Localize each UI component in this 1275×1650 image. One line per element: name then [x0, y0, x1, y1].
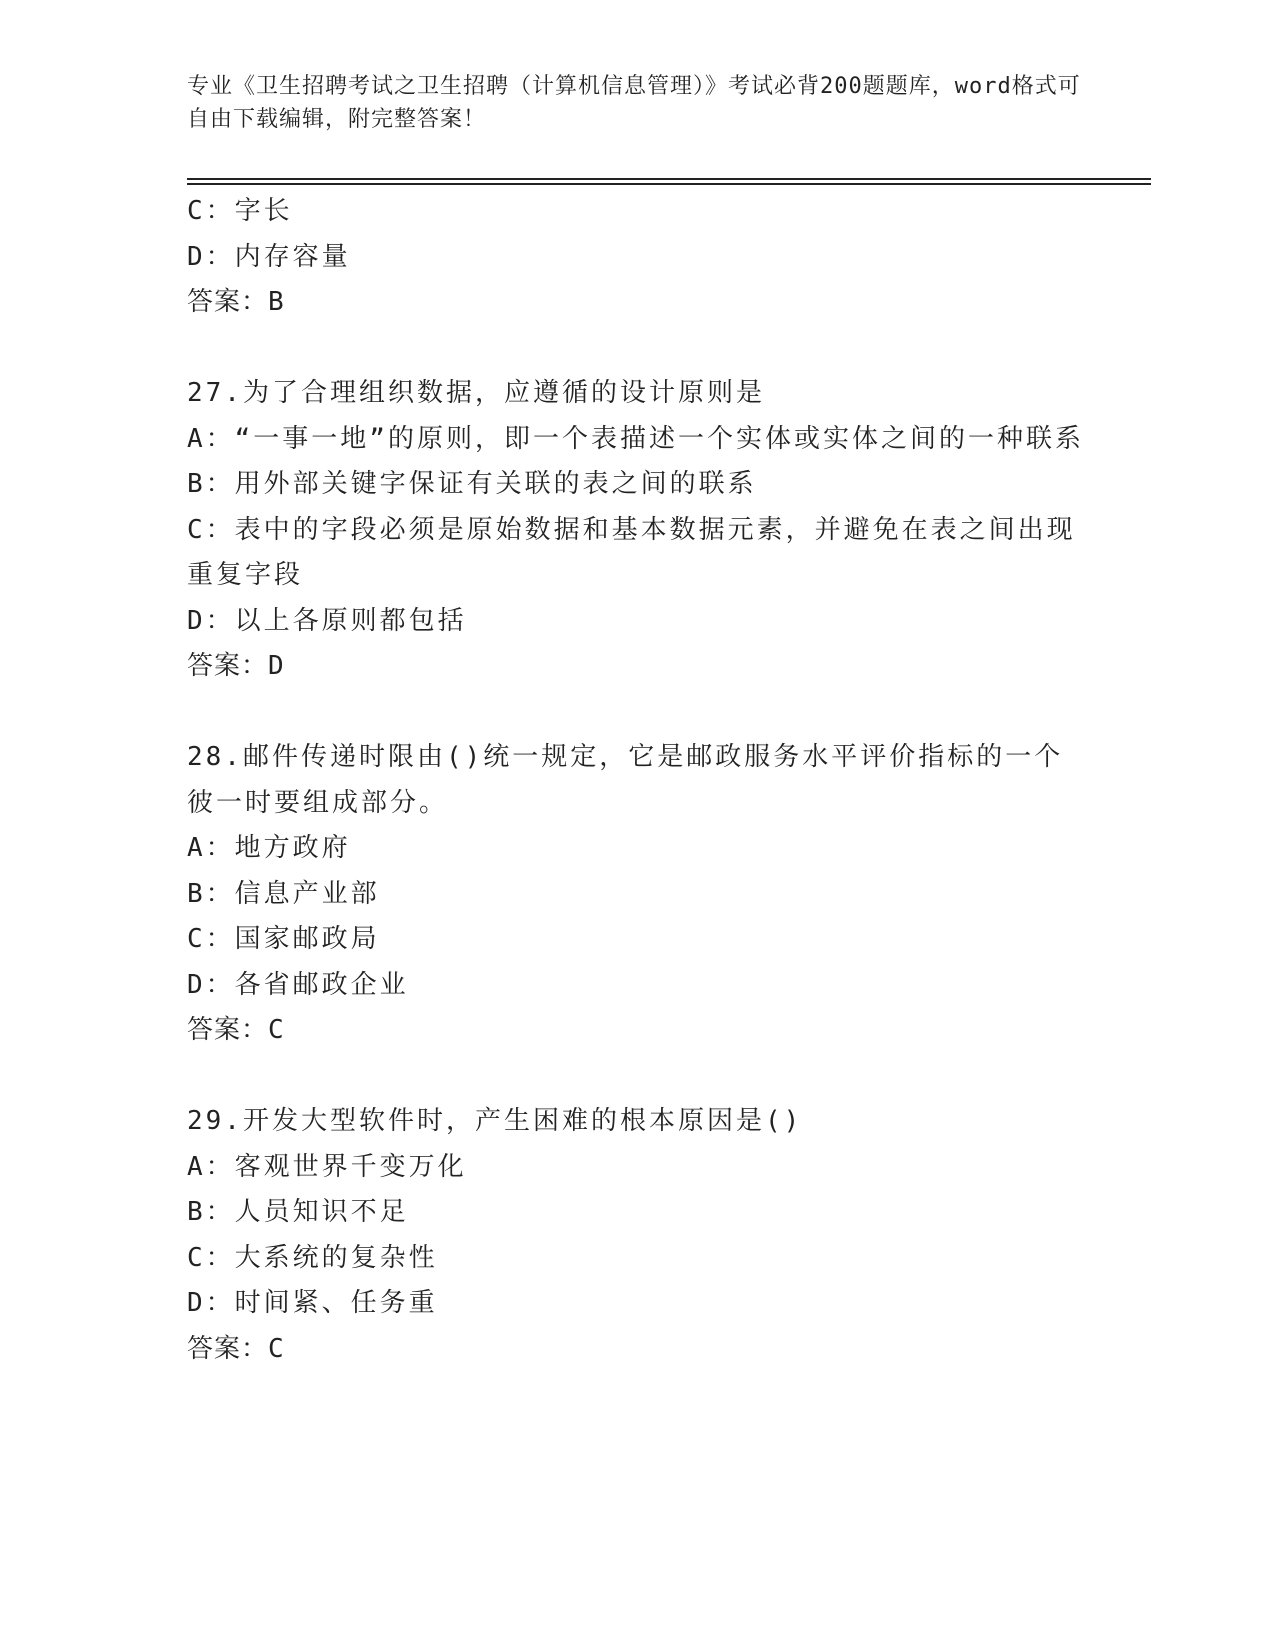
question-stem: 29.开发大型软件时，产生困难的根本原因是()	[187, 1106, 803, 1136]
answer: 答案：C	[187, 1333, 285, 1364]
spacer	[187, 690, 1087, 736]
answer: 答案：B	[187, 287, 285, 317]
option-a: A：“一事一地”的原则，即一个表描述一个实体或实体之间的一种联系	[187, 423, 1084, 454]
option-d: D：以上各原则都包括	[187, 605, 467, 636]
option-a: A：客观世界千变万化	[187, 1151, 467, 1182]
option-a: A：地方政府	[187, 833, 351, 863]
answer: 答案：D	[187, 651, 285, 681]
option-c: C：字长	[187, 196, 293, 226]
question-list	[187, 189, 1087, 1372]
header-rule-top	[187, 178, 1151, 180]
option-c: C：国家邮政局	[187, 924, 380, 954]
question-stem: 28.邮件传递时限由()统一规定，它是邮政服务水平评价指标的一个彼一时要组成部分。	[187, 742, 1064, 818]
option-d: D：内存容量	[187, 241, 351, 272]
answer: 答案：C	[187, 1015, 285, 1045]
option-d: D：时间紧、任务重	[187, 1288, 438, 1318]
header-rule-bottom	[187, 183, 1151, 185]
spacer	[187, 1054, 1087, 1100]
option-d: D：各省邮政企业	[187, 969, 409, 1000]
option-b: B：信息产业部	[187, 878, 380, 909]
option-c: C：大系统的复杂性	[187, 1242, 438, 1273]
document-header: 专业《卫生招聘考试之卫生招聘（计算机信息管理）》考试必背200题题库，word格式可自由下载编辑，附完整答案！	[187, 74, 1081, 132]
option-c: C：表中的字段必须是原始数据和基本数据元素，并避免在表之间出现重复字段	[187, 514, 1076, 590]
question-stem: 27.为了合理组织数据，应遵循的设计原则是	[187, 378, 765, 408]
option-b: B：用外部关键字保证有关联的表之间的联系	[187, 469, 757, 499]
spacer	[187, 326, 1087, 372]
option-b: B：人员知识不足	[187, 1197, 409, 1227]
